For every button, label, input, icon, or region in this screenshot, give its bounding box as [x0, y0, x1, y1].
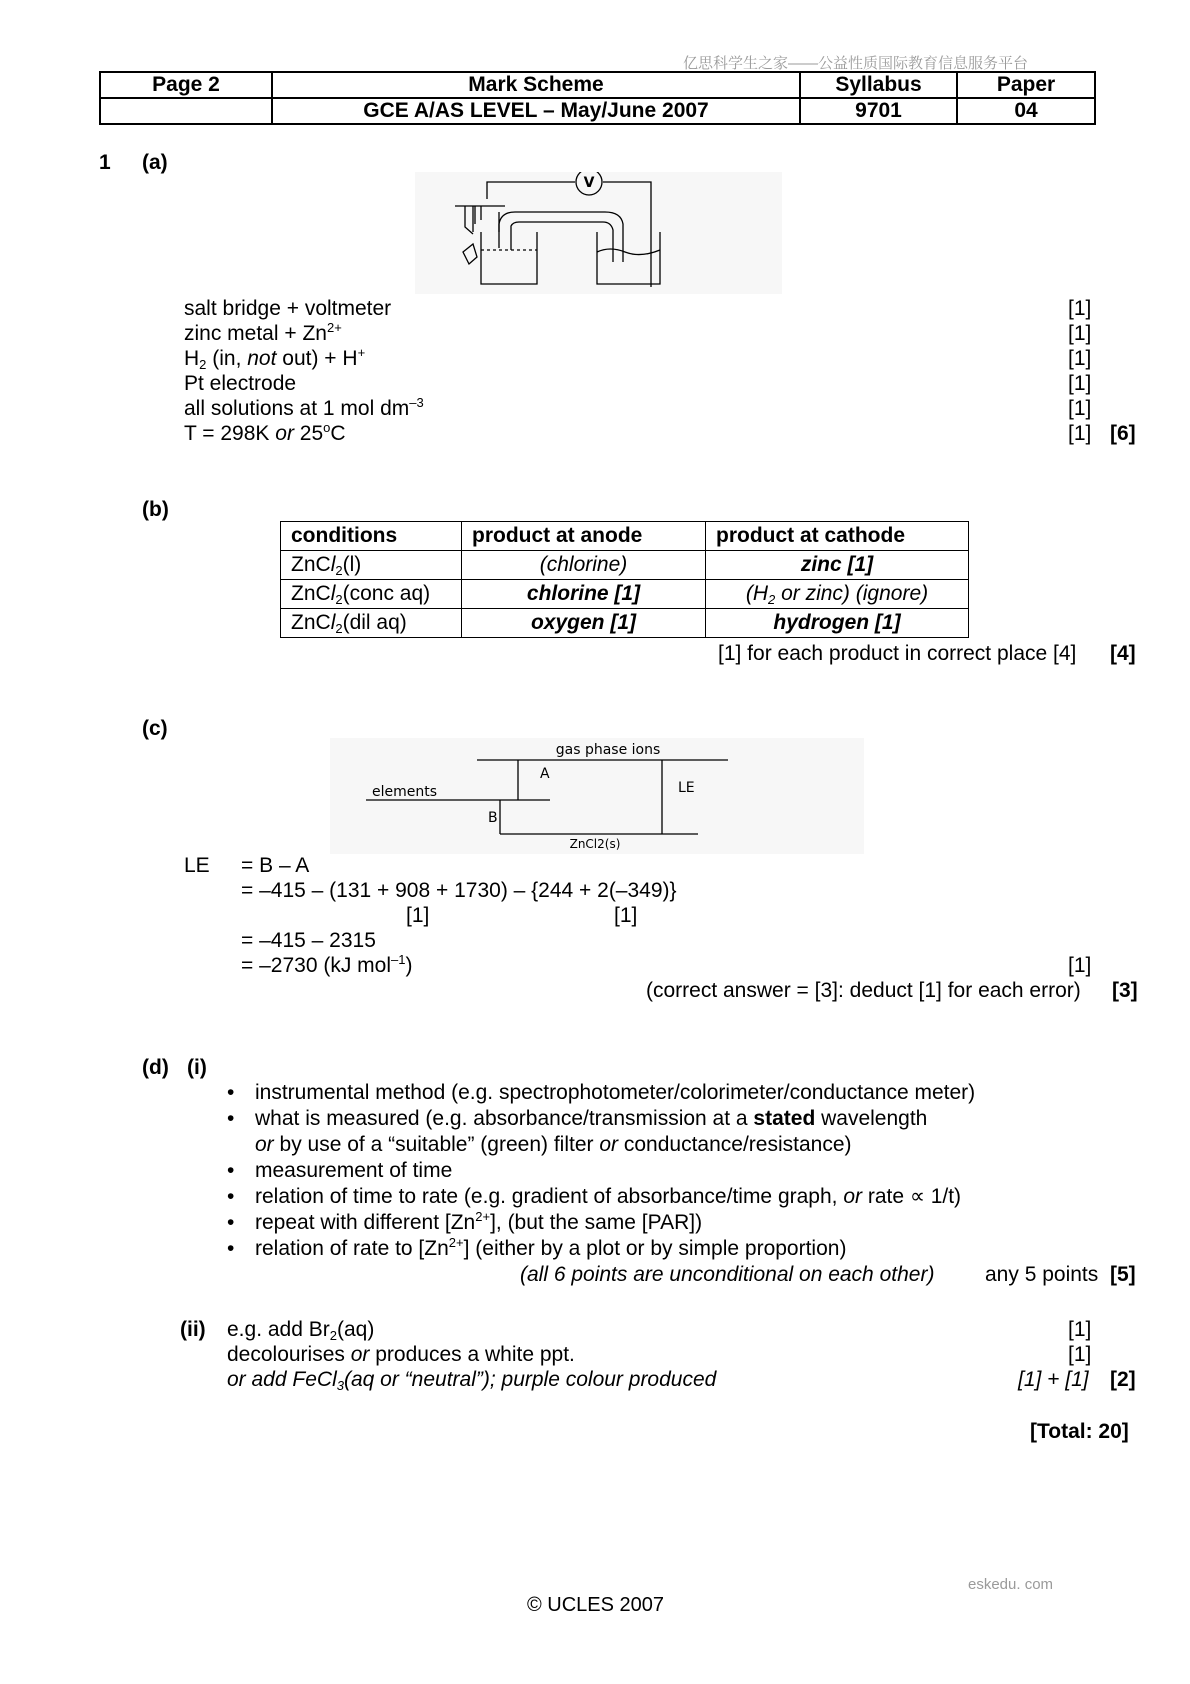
a-line-3: $H_2$ (in, not out) + H+ [184, 345, 366, 372]
c-line-1: = B – A [241, 854, 310, 877]
table-cell-condition: ZnCl$_2$(conc aq) [281, 580, 462, 609]
b-note: [1] for each product in correct place [4] [718, 642, 1077, 665]
part-b-label: (b) [142, 498, 169, 521]
list-item: • relation of time to rate (e.g. gradient of absorbance/time graph, or rate ∝ 1/t) [255, 1185, 961, 1209]
d-ii-total: [2] [1110, 1368, 1136, 1391]
header-paper: Paper [957, 72, 1095, 98]
table-cell-cathode: hydrogen [1] [706, 609, 969, 638]
header-page: Page 2 [100, 72, 272, 98]
part-d-i-label: (i) [187, 1056, 207, 1079]
table-header: product at anode [462, 522, 706, 551]
table-cell-anode: oxygen [1] [462, 609, 706, 638]
table-row [281, 580, 969, 609]
part-c-label: (c) [142, 717, 168, 740]
c-mid-mark-1: [1] [406, 904, 430, 927]
header-blank [100, 98, 272, 124]
d-ii-mark-2: [1] [1068, 1343, 1092, 1366]
copyright-footer: © UCLES 2007 [527, 1594, 665, 1616]
c-line-2: = –415 – (131 + 908 + 1730) – {244 + 2(–349)} [241, 879, 677, 902]
list-item: • measurement of time [255, 1159, 452, 1183]
d-ii-line-3: or add FeCl$_3$(aq or “neutral”); purple colour produced [227, 1368, 717, 1393]
a-mark-1: [1] [1068, 297, 1092, 320]
part-a-label: (a) [142, 151, 168, 174]
c-note: (correct answer = [3]: deduct [1] for each error) [646, 979, 1081, 1002]
a-mark-6: [1] [1068, 422, 1092, 445]
list-item-continuation: or by use of a “suitable” (green) filter or conductance/resistance) [255, 1133, 852, 1156]
d-ii-mark-3: [1] + [1] [1018, 1368, 1089, 1391]
lattice-energy-label: LE [678, 780, 695, 796]
d-i-note: (all 6 points are unconditional on each other) [520, 1263, 935, 1286]
a-line-2: zinc metal + $Zn^{2+}$ [184, 320, 342, 345]
part-d-ii-label: (ii) [180, 1318, 206, 1341]
list-item: • repeat with different $[Zn^{2+}]$, (but the same [PAR]) [255, 1211, 702, 1235]
a-mark-3: [1] [1068, 347, 1092, 370]
a-line-6: T = 298K or 25$^o$C [184, 420, 346, 445]
c-line-4: = –2730 (kJ mol$^{-1}$) [241, 952, 413, 977]
d-i-total: [5] [1110, 1263, 1136, 1286]
c-final-mark: [1] [1068, 954, 1092, 977]
header-table [99, 71, 1096, 125]
c-line-3: = –415 – 2315 [241, 929, 376, 952]
le-label: LE [184, 854, 210, 877]
table-header: product at cathode [706, 522, 969, 551]
table-row [281, 551, 969, 580]
header-paper-code: 04 [957, 98, 1095, 124]
d-i-marks: any 5 points [985, 1263, 1099, 1286]
c-mid-mark-2: [1] [614, 904, 638, 927]
question-number: 1 [99, 151, 111, 174]
table-cell-condition: ZnCl$_2$(dil aq) [281, 609, 462, 638]
zncl2-solid-label: ZnCl2(s) [569, 837, 621, 851]
energy-a-label: A [540, 766, 550, 782]
table-row [281, 609, 969, 638]
a-mark-4: [1] [1068, 372, 1092, 395]
a-line-1: salt bridge + voltmeter [184, 297, 392, 320]
d-ii-line-2: decolourises or produces a white ppt. [227, 1343, 575, 1366]
elements-label: elements [372, 784, 438, 800]
table-cell-condition: ZnCl$_2$(l) [281, 551, 462, 580]
a-mark-2: [1] [1068, 322, 1092, 345]
b-total: [4] [1110, 642, 1136, 665]
table-cell-cathode: ($H_2$ or zinc) (ignore) [706, 580, 969, 609]
watermark-bottom: eskedu. com [968, 1576, 1054, 1593]
table-header: conditions [281, 522, 462, 551]
electrolysis-table [280, 521, 969, 638]
table-header-row [281, 522, 969, 551]
a-line-5: all solutions at 1 mol $dm^{-3}$ [184, 395, 424, 420]
a-mark-5: [1] [1068, 397, 1092, 420]
d-ii-line-1: e.g. add $Br_2(aq)$ [227, 1318, 375, 1343]
list-item: • instrumental method (e.g. spectrophotometer/colorimeter/conductance meter) [255, 1081, 975, 1105]
c-total: [3] [1112, 979, 1138, 1002]
gas-phase-ions-label: gas phase ions [555, 742, 661, 758]
energy-b-label: B [488, 810, 498, 826]
header-mark-scheme: Mark Scheme [272, 72, 800, 98]
table-cell-cathode: zinc [1] [706, 551, 969, 580]
list-item: • relation of rate to $[Zn^{2+}]$ (either by a plot or by simple proportion) [255, 1237, 846, 1261]
table-cell-anode: (chlorine) [462, 551, 706, 580]
header-syllabus-code: 9701 [800, 98, 957, 124]
table-cell-anode: chlorine [1] [462, 580, 706, 609]
watermark-top: 亿思科学生之家——公益性质国际教育信息服务平台 [683, 55, 1029, 72]
a-total: [6] [1110, 422, 1136, 445]
electrochemical-cell-diagram [415, 172, 782, 294]
born-haber-cycle-diagram [330, 738, 864, 854]
header-exam: GCE A/AS LEVEL – May/June 2007 [272, 98, 800, 124]
part-d-label: (d) [142, 1056, 169, 1079]
grand-total: [Total: 20] [1030, 1420, 1129, 1443]
header-syllabus: Syllabus [800, 72, 957, 98]
voltmeter-label: V [583, 175, 595, 191]
list-item: • what is measured (e.g. absorbance/transmission at a stated wavelength [255, 1107, 927, 1131]
a-line-4: Pt electrode [184, 372, 297, 395]
d-ii-mark-1: [1] [1068, 1318, 1092, 1341]
